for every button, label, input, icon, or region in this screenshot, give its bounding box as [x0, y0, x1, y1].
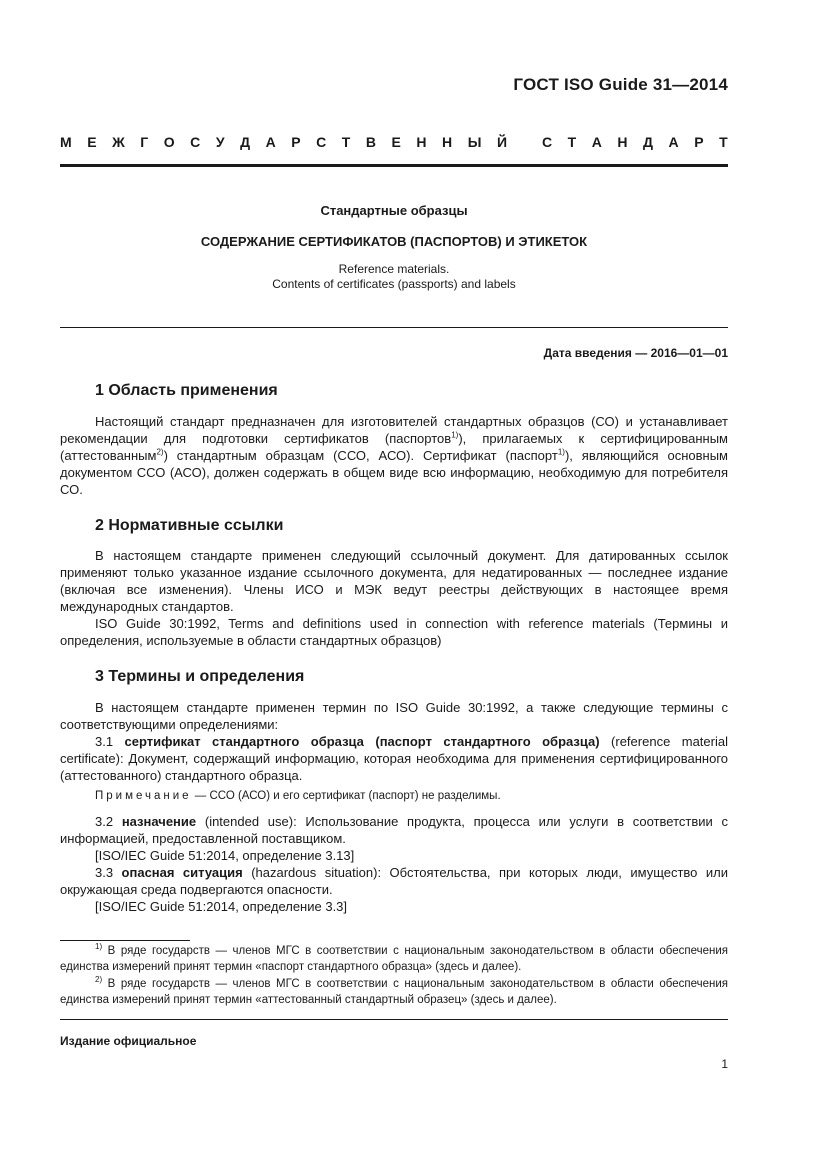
section1-text-b: ), прилагаемых к сертифицированным (аттестованным — [60, 431, 728, 463]
note-text: — ССО (АСО) и его сертификат (паспорт) не разделимы. — [191, 790, 501, 802]
term-3-1-term: сертификат стандартного образца (паспорт стандартного образца) — [124, 734, 600, 749]
footnote-2 — [60, 976, 728, 1008]
section1-text-a: Настоящий стандарт предназначен для изготовителей стандартных образцов (СО) и устанавливает рекомендации для подготовки сертификатов (паспортов — [60, 414, 728, 446]
banner-letter: Е — [391, 134, 401, 150]
term-3-3-reference: [ISO/IEC Guide 51:2014, определение 3.3] — [95, 899, 348, 914]
section3-intro: В настоящем стандарте применен термин по ISO Guide 30:1992, а также следующие термины с соответствующими определениями: — [60, 700, 728, 732]
banner-letter: Т — [719, 134, 728, 150]
term-3-1-definition: (reference material certificate): Документ, содержащий информацию, которая необходима для применения сертифицированного (аттестованного) стандартного образца. — [60, 734, 728, 783]
footnote-ref-1: 1) — [451, 430, 459, 440]
note-label: Примечание — [95, 790, 192, 802]
footnote-1-text: В ряде государств — членов МГС в соответствии с национальным законодательством в области обеспечения единства измерений принят термин «паспорт стандартного образца» (здесь и далее). — [60, 945, 728, 973]
banner-word-gap — [523, 134, 527, 150]
term-3-2-reference: [ISO/IEC Guide 51:2014, определение 3.13] — [95, 848, 355, 863]
banner-letter: О — [163, 134, 175, 150]
footnote-1-mark: 1) — [95, 942, 103, 952]
official-edition-label: Издание официальное — [60, 1034, 197, 1048]
banner-letter: А — [265, 134, 276, 150]
banner-letter: С — [316, 134, 327, 150]
banner-letter: Т — [341, 134, 351, 150]
section2-paragraph-1: В настоящем стандарте применен следующий ссылочный документ. Для датированных ссылок применяют только указанное издание ссылочного документа, для недатированных — последнее издание (включая все изменения). Члены ИСО и МЭК ведут реестры действующих в настоящее время международных стандартов. — [60, 548, 728, 614]
english-title — [60, 262, 728, 292]
term-3-3-definition: (hazardous situation): Обстоятельства, при которых люди, имущество или окружающая среда подвергаются опасности. — [60, 865, 728, 897]
banner-letter: М — [60, 134, 72, 150]
section1-heading: 1 Область применения — [95, 382, 278, 399]
footnote-2-mark: 2) — [95, 975, 103, 985]
banner-letter: Д — [240, 134, 251, 150]
banner-letter: В — [365, 134, 376, 150]
term-3-3-number: 3.3 — [95, 865, 122, 880]
banner-letter: У — [215, 134, 225, 150]
banner-letter: С — [190, 134, 201, 150]
term-3-2-number: 3.2 — [95, 814, 122, 829]
term-3-2-definition: (intended use): Использование продукта, процесса или услуги в соответствии с информацией, предоставленной поставщиком. — [60, 814, 728, 846]
banner-letter: Г — [140, 134, 149, 150]
term-3-1 — [60, 733, 728, 784]
page-number: 1 — [721, 1057, 728, 1071]
standard-subtitle: Стандартные образцы — [320, 203, 468, 218]
english-title-line2: Contents of certificates (passports) and labels — [272, 277, 516, 291]
term-3-3-term: опасная ситуация — [121, 865, 243, 880]
footnote-rule — [60, 940, 190, 941]
term-3-2-term: назначение — [121, 814, 197, 829]
banner-letter: Й — [496, 134, 508, 150]
footnote-ref-1b: 1) — [557, 447, 565, 457]
section3-heading: 3 Термины и определения — [95, 668, 305, 685]
section1-paragraph — [60, 413, 728, 498]
section2-paragraph-2: ISO Guide 30:1992, Terms and definitions used in connection with reference materials (Термины и определения, используемые в области стандартных образцов) — [60, 616, 728, 648]
banner-letter: Ж — [112, 134, 125, 150]
footer-rule — [60, 1019, 728, 1020]
section1-text-c: ) стандартным образцам (ССО, АСО). Сертификат (паспорт — [163, 448, 558, 463]
term-3-2 — [60, 813, 728, 847]
banner-letter: Н — [617, 134, 628, 150]
note-3-1 — [95, 790, 501, 802]
english-title-line1: Reference materials. — [338, 262, 450, 276]
footnote-2-text: В ряде государств — членов МГС в соответствии с национальным законодательством в области обеспечения единства измерений принят термин «аттестованный стандартный образец» (здесь и далее). — [60, 978, 728, 1006]
interstate-standard-banner — [60, 134, 728, 150]
footnote-1 — [60, 943, 728, 975]
banner-letter: Д — [643, 134, 654, 150]
introduction-date: Дата введения — 2016—01—01 — [543, 346, 728, 360]
term-3-3 — [60, 864, 728, 898]
banner-letter: Р — [291, 134, 301, 150]
banner-letter: Р — [694, 134, 704, 150]
header-rule — [60, 164, 728, 167]
banner-letter: Н — [442, 134, 453, 150]
banner-letter: Е — [87, 134, 97, 150]
term-3-1-number: 3.1 — [95, 734, 125, 749]
banner-letter: Н — [416, 134, 427, 150]
footnote-ref-2: 2) — [156, 447, 164, 457]
title-rule — [60, 327, 728, 328]
banner-letter: Ы — [467, 134, 482, 150]
banner-letter: Т — [567, 134, 577, 150]
gost-code: ГОСТ ISO Guide 31—2014 — [513, 75, 728, 94]
section2-heading: 2 Нормативные ссылки — [95, 517, 284, 534]
banner-letter: А — [591, 134, 602, 150]
standard-title: СОДЕРЖАНИЕ СЕРТИФИКАТОВ (ПАСПОРТОВ) И ЭТИКЕТОК — [200, 234, 588, 249]
section1-text-d: ), являющийся основным документом ССО (АСО), должен содержать в общем виде всю информацию, необходимую для потребителя СО. — [60, 448, 728, 497]
banner-letter: А — [668, 134, 679, 150]
banner-letter: С — [541, 134, 553, 150]
